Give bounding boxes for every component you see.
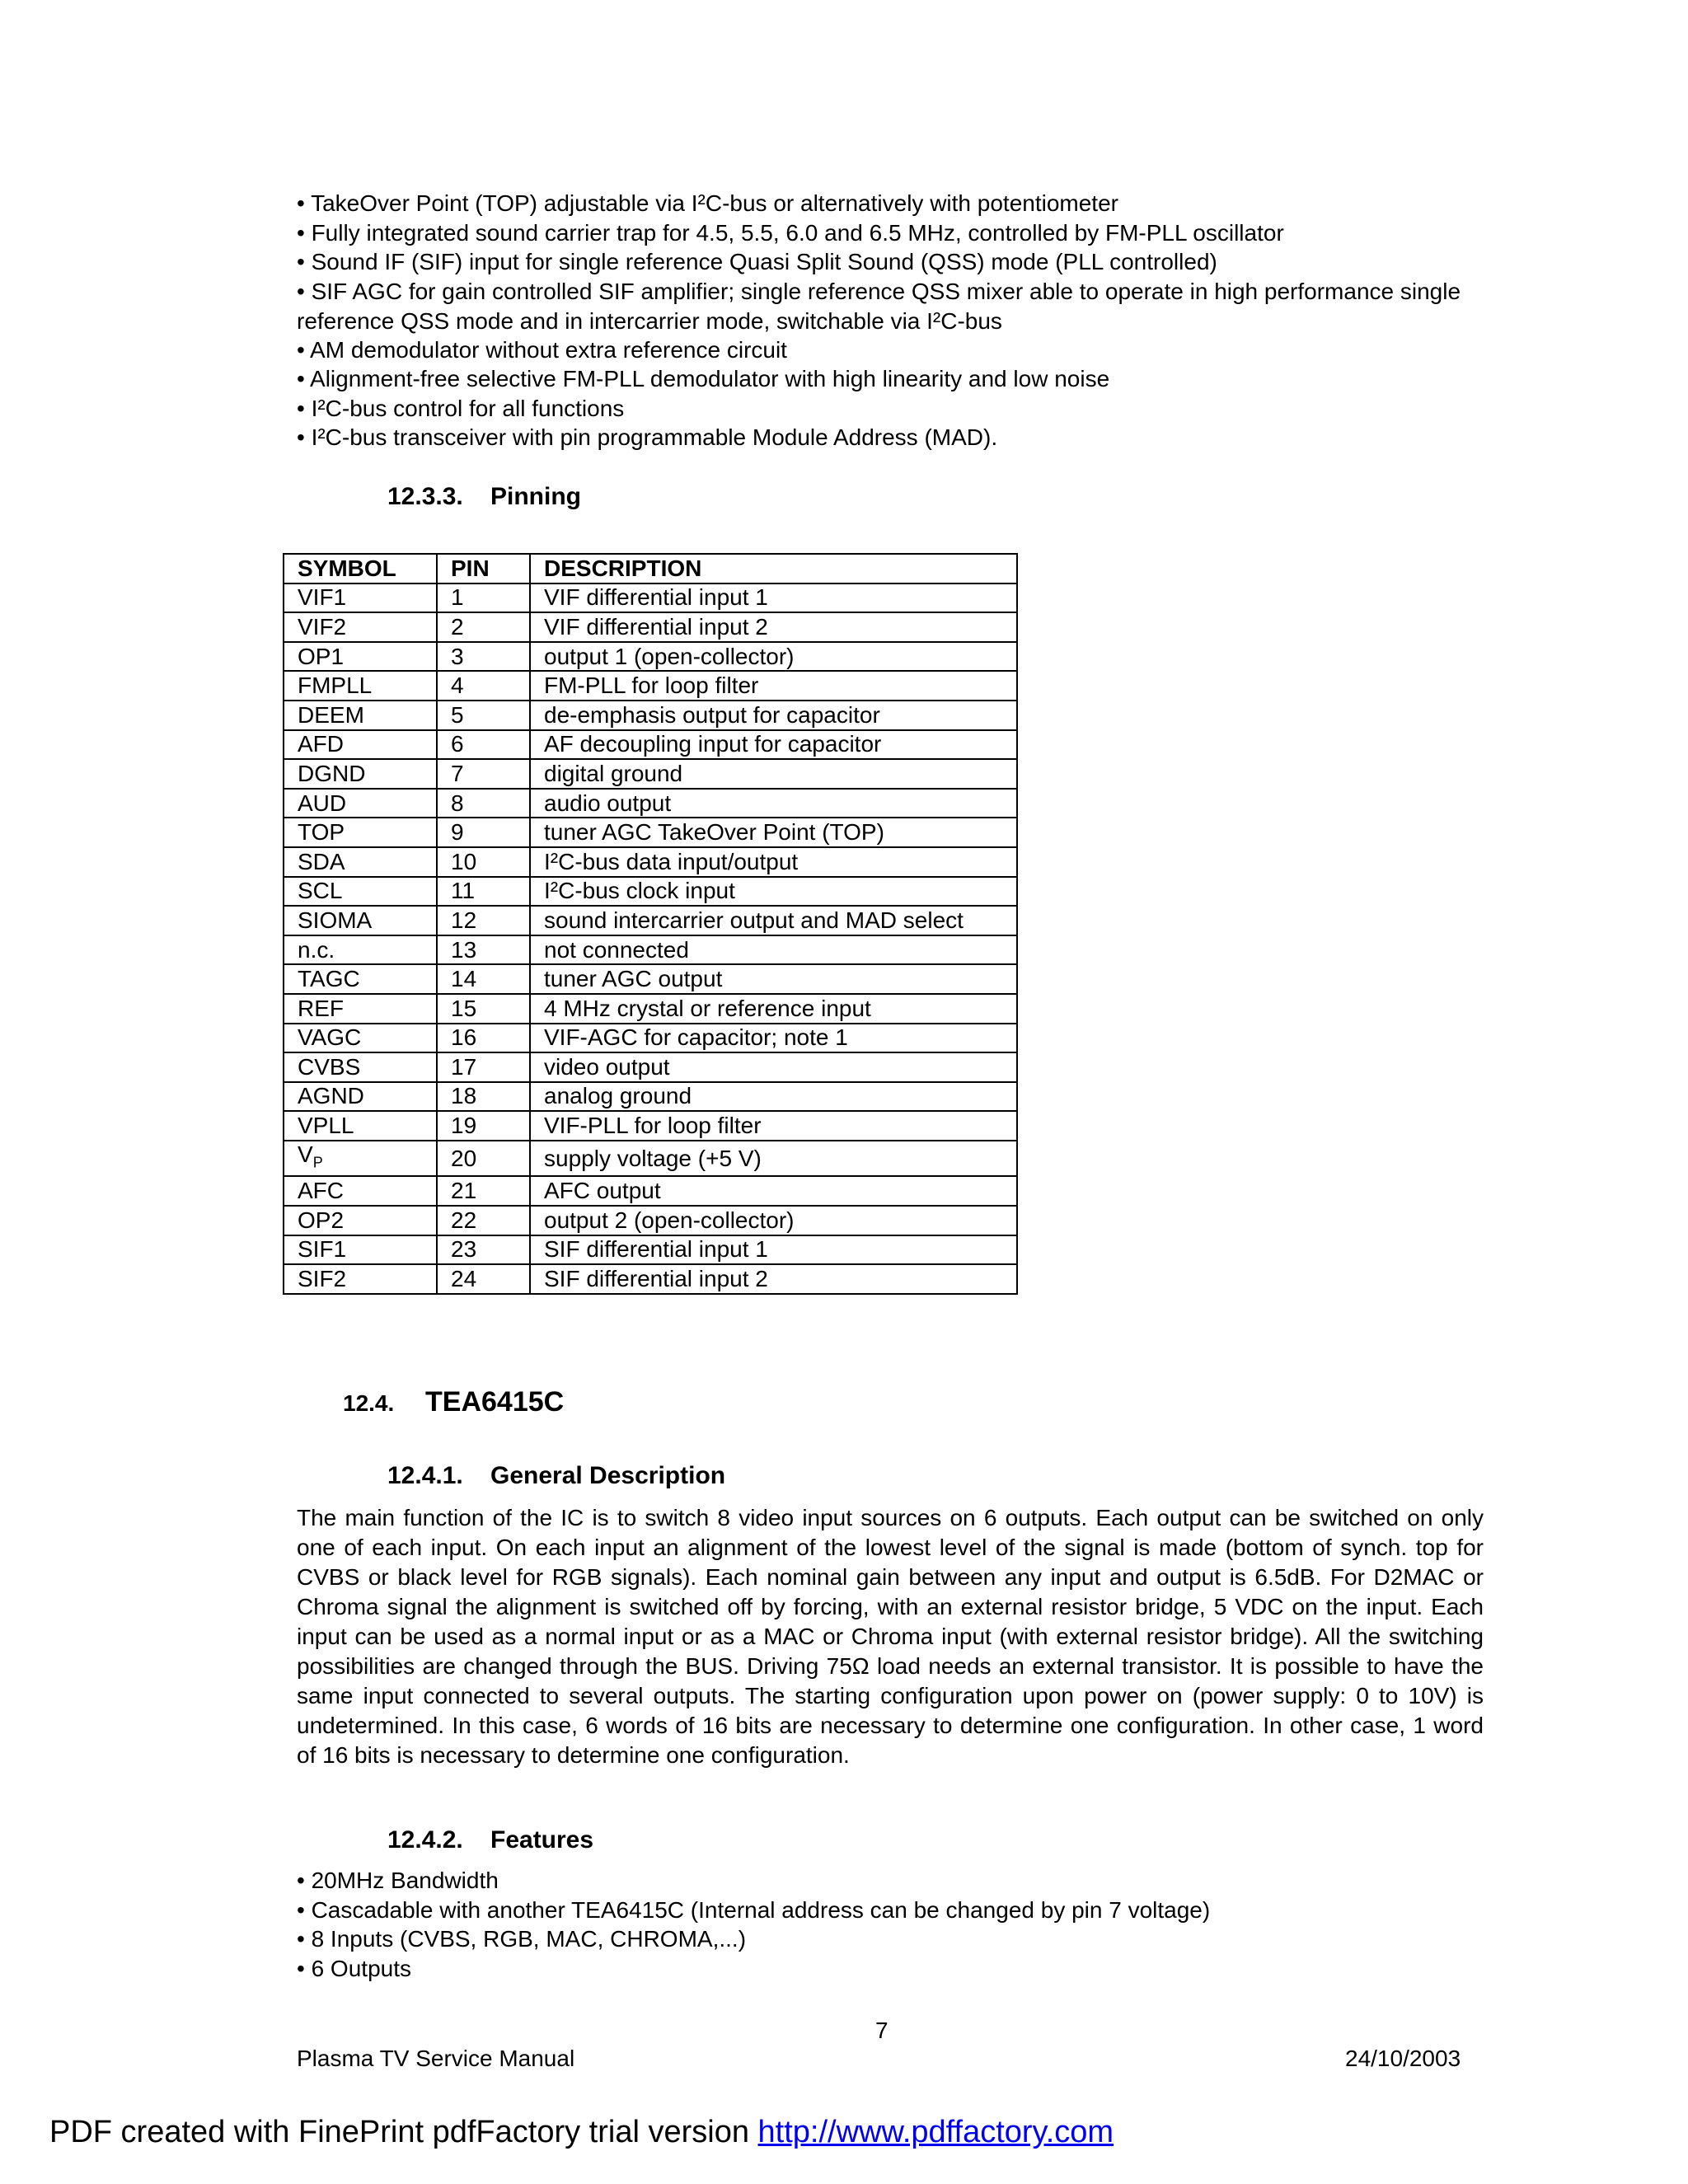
cell-pin: 4 <box>437 671 530 701</box>
feature-item: • Fully integrated sound carrier trap for 4.5, 5.5, 6.0 and 6.5 MHz, controlled by FM-PLL oscillator <box>297 220 1284 246</box>
section-title: Features <box>490 1826 594 1854</box>
section-number: 12.4.1. <box>387 1462 463 1489</box>
cell-description: sound intercarrier output and MAD select <box>530 906 1017 935</box>
feature-item: • I²C-bus control for all functions <box>297 396 625 421</box>
feature-item: • 6 Outputs <box>297 1956 411 1981</box>
feature-item: • Sound IF (SIF) input for single reference Quasi Split Sound (QSS) mode (PLL controlled) <box>297 249 1217 274</box>
cell-description: VIF differential input 1 <box>530 583 1017 613</box>
feature-item: • 8 Inputs (CVBS, RGB, MAC, CHROMA,...) <box>297 1926 747 1952</box>
pdffactory-banner <box>49 2115 1114 2150</box>
cell-description: output 2 (open-collector) <box>530 1206 1017 1235</box>
footer-left: Plasma TV Service Manual <box>297 2046 575 2071</box>
table-row <box>284 818 1017 847</box>
cell-description: tuner AGC output <box>530 964 1017 994</box>
cell-symbol: AUD <box>284 789 437 818</box>
cell-symbol: FMPLL <box>284 671 437 701</box>
general-description-paragraph: The main function of the IC is to switch 8 video input sources on 6 outputs. Each output can be switched on only one of each input. On each input an alignment of the lowest level of the signal is made (bottom of synch. top for CVBS or black level for RGB signals). Each nominal gain between any input and output is 6.5dB. For D2MAC or Chroma signal the alignment is switched off by forcing, with an external resistor bridge, 5 VDC on the input. Each input can be used as a normal input or as a MAC or Chroma input (with external resistor bridge). All the switching possibilities are changed through the BUS. Driving 75Ω load needs an external transistor. It is possible to have the same input connected to several outputs. The starting configuration upon power on (power supply: 0 to 10V) is undetermined. In this case, 6 words of 16 bits are necessary to determine one configuration. In other case, 1 word of 16 bits is necessary to determine one configuration. <box>297 1505 1484 1768</box>
cell-symbol: SIOMA <box>284 906 437 935</box>
table-header-row <box>284 554 1017 583</box>
column-header-description: DESCRIPTION <box>530 554 1017 583</box>
cell-pin: 5 <box>437 701 530 730</box>
cell-symbol: AFC <box>284 1176 437 1206</box>
table-row <box>284 701 1017 730</box>
cell-pin: 8 <box>437 789 530 818</box>
general-description-heading <box>387 1462 725 1490</box>
cell-description: tuner AGC TakeOver Point (TOP) <box>530 818 1017 847</box>
cell-symbol: AFD <box>284 730 437 760</box>
cell-symbol: AGND <box>284 1082 437 1112</box>
cell-symbol: SDA <box>284 847 437 877</box>
table-row <box>284 671 1017 701</box>
feature-item: • Cascadable with another TEA6415C (Internal address can be changed by pin 7 voltage) <box>297 1897 1211 1923</box>
cell-description: 4 MHz crystal or reference input <box>530 994 1017 1024</box>
table-row <box>284 935 1017 965</box>
table-row <box>284 1082 1017 1112</box>
column-header-symbol: SYMBOL <box>284 554 437 583</box>
table-row <box>284 1206 1017 1235</box>
table-row <box>284 759 1017 789</box>
cell-description: I²C-bus clock input <box>530 877 1017 907</box>
cell-description: AF decoupling input for capacitor <box>530 730 1017 760</box>
cell-pin: 17 <box>437 1052 530 1082</box>
cell-symbol: DEEM <box>284 701 437 730</box>
cell-symbol: CVBS <box>284 1052 437 1082</box>
feature-item: • TakeOver Point (TOP) adjustable via I²C-bus or alternatively with potentiometer <box>297 190 1118 216</box>
table-row <box>284 789 1017 818</box>
cell-pin: 21 <box>437 1176 530 1206</box>
cell-description: FM-PLL for loop filter <box>530 671 1017 701</box>
section-title: Pinning <box>490 483 581 510</box>
cell-pin: 12 <box>437 906 530 935</box>
cell-symbol: n.c. <box>284 935 437 965</box>
cell-pin: 18 <box>437 1082 530 1112</box>
cell-symbol: SIF2 <box>284 1264 437 1294</box>
feature-item: • AM demodulator without extra reference circuit <box>297 337 787 363</box>
table-row <box>284 583 1017 613</box>
table-row <box>284 1024 1017 1053</box>
cell-pin: 22 <box>437 1206 530 1235</box>
table-row <box>284 847 1017 877</box>
column-header-pin: PIN <box>437 554 530 583</box>
cell-pin: 23 <box>437 1235 530 1265</box>
cell-description: SIF differential input 1 <box>530 1235 1017 1265</box>
cell-symbol: TAGC <box>284 964 437 994</box>
cell-symbol: $V_P$ <box>284 1141 437 1177</box>
cell-symbol: VPLL <box>284 1111 437 1141</box>
cell-pin: 2 <box>437 612 530 642</box>
pdffactory-link[interactable]: http://www.pdffactory.com <box>757 2115 1114 2149</box>
table-row <box>284 1141 1017 1177</box>
section-number: 12.4. <box>343 1390 395 1416</box>
cell-pin: 1 <box>437 583 530 613</box>
cell-pin: 24 <box>437 1264 530 1294</box>
cell-pin: 7 <box>437 759 530 789</box>
cell-pin: 15 <box>437 994 530 1024</box>
section-number: 12.3.3. <box>387 483 463 510</box>
cell-description: video output <box>530 1052 1017 1082</box>
cell-pin: 10 <box>437 847 530 877</box>
cell-description: not connected <box>530 935 1017 965</box>
cell-description: digital ground <box>530 759 1017 789</box>
cell-description: output 1 (open-collector) <box>530 642 1017 672</box>
table-row <box>284 1264 1017 1294</box>
cell-pin: 16 <box>437 1024 530 1053</box>
pinning-heading <box>387 483 581 511</box>
cell-description: AFC output <box>530 1176 1017 1206</box>
cell-pin: 3 <box>437 642 530 672</box>
cell-symbol: TOP <box>284 818 437 847</box>
pinning-table <box>283 553 1018 1295</box>
cell-pin: 13 <box>437 935 530 965</box>
cell-symbol: VAGC <box>284 1024 437 1053</box>
cell-description: I²C-bus data input/output <box>530 847 1017 877</box>
features-heading <box>387 1826 593 1854</box>
cell-description: VIF differential input 2 <box>530 612 1017 642</box>
feature-item: • SIF AGC for gain controlled SIF amplifier; single reference QSS mixer able to operate in high performance single reference QSS mode and in intercarrier mode, switchable via I²C-bus <box>297 279 1461 334</box>
pinning-table-body <box>284 583 1017 1294</box>
cell-symbol: SCL <box>284 877 437 907</box>
cell-symbol: OP2 <box>284 1206 437 1235</box>
table-row <box>284 642 1017 672</box>
table-row <box>284 964 1017 994</box>
section-title: General Description <box>490 1462 726 1489</box>
section-title: TEA6415C <box>425 1386 565 1418</box>
cell-pin: 11 <box>437 877 530 907</box>
cell-pin: 14 <box>437 964 530 994</box>
section-number: 12.4.2. <box>387 1826 463 1854</box>
cell-description: VIF-AGC for capacitor; note 1 <box>530 1024 1017 1053</box>
cell-description: supply voltage (+5 V) <box>530 1141 1017 1177</box>
banner-text: PDF created with FinePrint pdfFactory trial version <box>49 2115 758 2149</box>
cell-pin: 20 <box>437 1141 530 1177</box>
feature-item: • I²C-bus transceiver with pin programmable Module Address (MAD). <box>297 424 998 450</box>
section-heading <box>343 1386 564 1418</box>
cell-pin: 19 <box>437 1111 530 1141</box>
table-row <box>284 994 1017 1024</box>
cell-description: de-emphasis output for capacitor <box>530 701 1017 730</box>
cell-description: analog ground <box>530 1082 1017 1112</box>
table-row <box>284 1111 1017 1141</box>
page-number: 7 <box>875 2018 889 2043</box>
feature-item: • Alignment-free selective FM-PLL demodulator with high linearity and low noise <box>297 366 1110 391</box>
feature-item: • 20MHz Bandwidth <box>297 1868 499 1893</box>
cell-pin: 6 <box>437 730 530 760</box>
table-row <box>284 1235 1017 1265</box>
cell-symbol: SIF1 <box>284 1235 437 1265</box>
cell-symbol: VIF2 <box>284 612 437 642</box>
table-row <box>284 906 1017 935</box>
cell-description: SIF differential input 2 <box>530 1264 1017 1294</box>
cell-symbol: VIF1 <box>284 583 437 613</box>
cell-description: VIF-PLL for loop filter <box>530 1111 1017 1141</box>
cell-symbol: REF <box>284 994 437 1024</box>
table-row <box>284 877 1017 907</box>
cell-symbol: DGND <box>284 759 437 789</box>
cell-description: audio output <box>530 789 1017 818</box>
cell-symbol: OP1 <box>284 642 437 672</box>
footer-right: 24/10/2003 <box>1345 2046 1461 2071</box>
table-row <box>284 1176 1017 1206</box>
cell-pin: 9 <box>437 818 530 847</box>
table-row <box>284 1052 1017 1082</box>
table-row <box>284 612 1017 642</box>
table-row <box>284 730 1017 760</box>
